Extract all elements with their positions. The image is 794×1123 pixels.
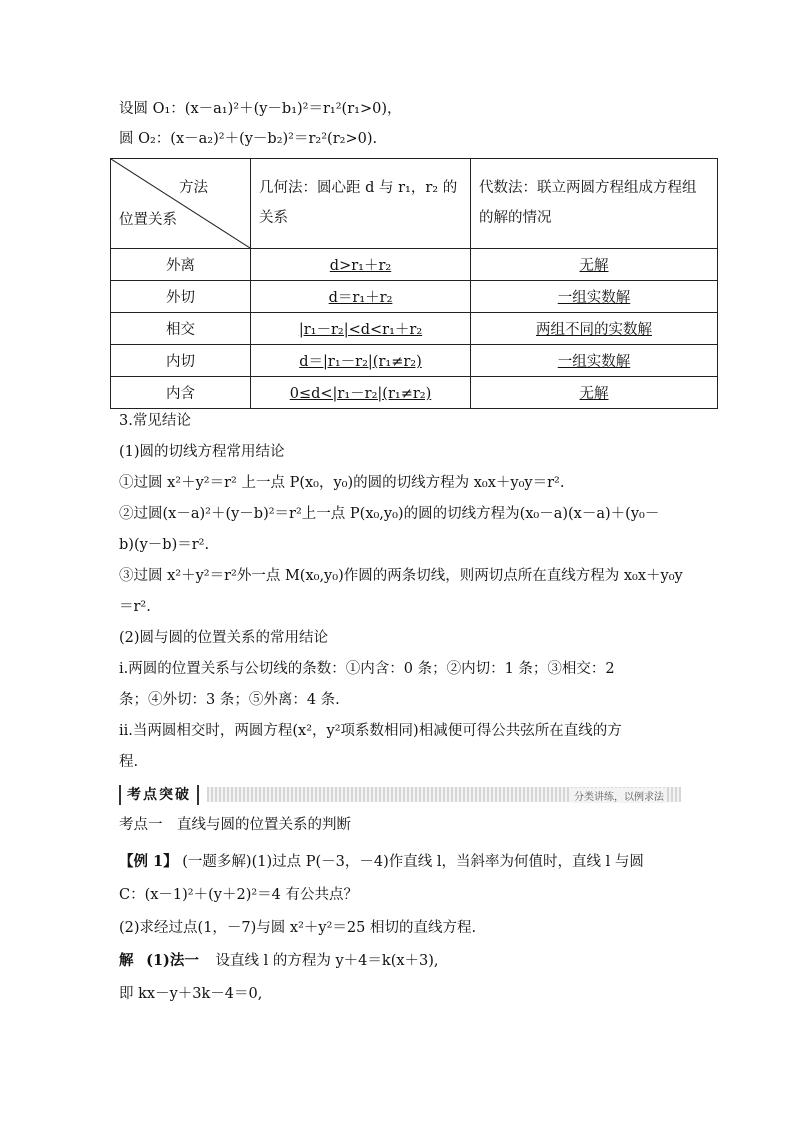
table-row	[111, 281, 718, 313]
conclusion-item-2-line-1: ②过圆(x－a)²＋(y－b)²＝r²上一点 P(x₀,y₀)的圆的切线方程为(x₀－a)(x－a)＋(y₀－	[119, 506, 660, 522]
corner-method-label: 方法	[179, 180, 208, 196]
geometric-cell: |r₁－r₂|<d<r₁＋r₂	[298, 322, 423, 338]
conclusion-item-2-line-2: b)(y－b)＝r².	[119, 537, 210, 553]
conclusion-i-line-2: 条；④外切：3 条；⑤外离：4 条.	[119, 692, 340, 708]
intro-circle-2: 圆 O₂：(x－a₂)²＋(y－b₂)²＝r₂²(r₂>0).	[119, 131, 378, 147]
section-banner	[119, 785, 681, 805]
position-relation-table	[110, 158, 718, 409]
table-header-row	[111, 159, 718, 249]
table-corner-cell	[111, 159, 251, 249]
geometric-cell: d＝r₁＋r₂	[328, 290, 393, 306]
solution-text-1: 设直线 l 的方程为 y＋4＝k(x＋3),	[215, 953, 439, 969]
relation-cell: 外离	[111, 249, 251, 281]
banner-slogan: 分类讲练，以例求法	[571, 788, 667, 803]
conclusion-subheading-1: (1)圆的切线方程常用结论	[119, 444, 285, 460]
table-row	[111, 249, 718, 281]
relation-cell: 内含	[111, 377, 251, 409]
geometric-cell: d＝|r₁－r₂|(r₁≠r₂)	[299, 354, 422, 370]
algebraic-cell: 无解	[579, 258, 609, 274]
conclusion-i-line-1: ⅰ.两圆的位置关系与公切线的条数：①内含：0 条；②内切：1 条；③相交：2	[119, 661, 615, 677]
diagonal-line	[111, 159, 250, 248]
conclusion-item-3-line-2: ＝r².	[119, 599, 151, 615]
example-text-1: (一题多解)(1)过点 P(－3，－4)作直线 l，当斜率为何值时，直线 l 与圆	[177, 854, 644, 870]
table-row	[111, 377, 718, 409]
table-row	[111, 345, 718, 377]
algebraic-header: 代数法：联立两圆方程组成方程组的解的情况	[471, 159, 718, 249]
geometric-cell: 0≤d<|r₁－r₂|(r₁≠r₂)	[289, 386, 432, 402]
geometric-cell: d>r₁＋r₂	[329, 258, 392, 274]
solution-line-2: 即 kx－y＋3k－4＝0,	[119, 986, 263, 1002]
section-title: 考点一 直线与圆的位置关系的判断	[119, 817, 351, 833]
geometric-header: 几何法：圆心距 d 与 r₁，r₂ 的关系	[251, 159, 471, 249]
example-line-3: (2)求经过点(1，－7)与圆 x²＋y²＝25 相切的直线方程.	[119, 920, 477, 936]
conclusion-ii-line-2: 程.	[119, 754, 139, 770]
algebraic-cell: 两组不同的实数解	[536, 322, 652, 338]
solution-line-1	[119, 952, 439, 970]
solution-method-label: (1)法一	[146, 952, 199, 969]
example-label: 【例 1】	[119, 853, 178, 870]
solution-label: 解	[119, 952, 134, 969]
corner-relation-label: 位置关系	[119, 212, 177, 228]
relation-cell: 内切	[111, 345, 251, 377]
example-line-2: C：(x－1)²＋(y＋2)²＝4 有公共点？	[119, 887, 359, 903]
table-row	[111, 313, 718, 345]
example-line-1	[119, 853, 644, 871]
algebraic-cell: 一组实数解	[557, 290, 631, 306]
conclusion-subheading-2: (2)圆与圆的位置关系的常用结论	[119, 630, 329, 646]
intro-circle-1: 设圆 O₁：(x－a₁)²＋(y－b₁)²＝r₁²(r₁>0)，	[119, 101, 402, 117]
relation-cell: 外切	[111, 281, 251, 313]
solution-method	[146, 953, 199, 969]
conclusion-item-1: ①过圆 x²＋y²＝r² 上一点 P(x₀，y₀)的圆的切线方程为 x₀x＋y₀y＝r².	[119, 475, 565, 491]
relation-cell: 相交	[111, 313, 251, 345]
conclusion-ii-line-1: ⅱ.当两圆相交时，两圆方程(x²，y²项系数相同)相减便可得公共弦所在直线的方	[119, 723, 622, 739]
algebraic-cell: 无解	[579, 386, 609, 402]
conclusions-heading: 3.常见结论	[119, 413, 191, 429]
algebraic-cell: 一组实数解	[557, 354, 631, 370]
banner-tag: 考点突破	[119, 785, 199, 805]
conclusion-item-3-line-1: ③过圆 x²＋y²＝r²外一点 M(x₀,y₀)作圆的两条切线，则两切点所在直线方程为 x₀x＋y₀y	[119, 568, 683, 584]
